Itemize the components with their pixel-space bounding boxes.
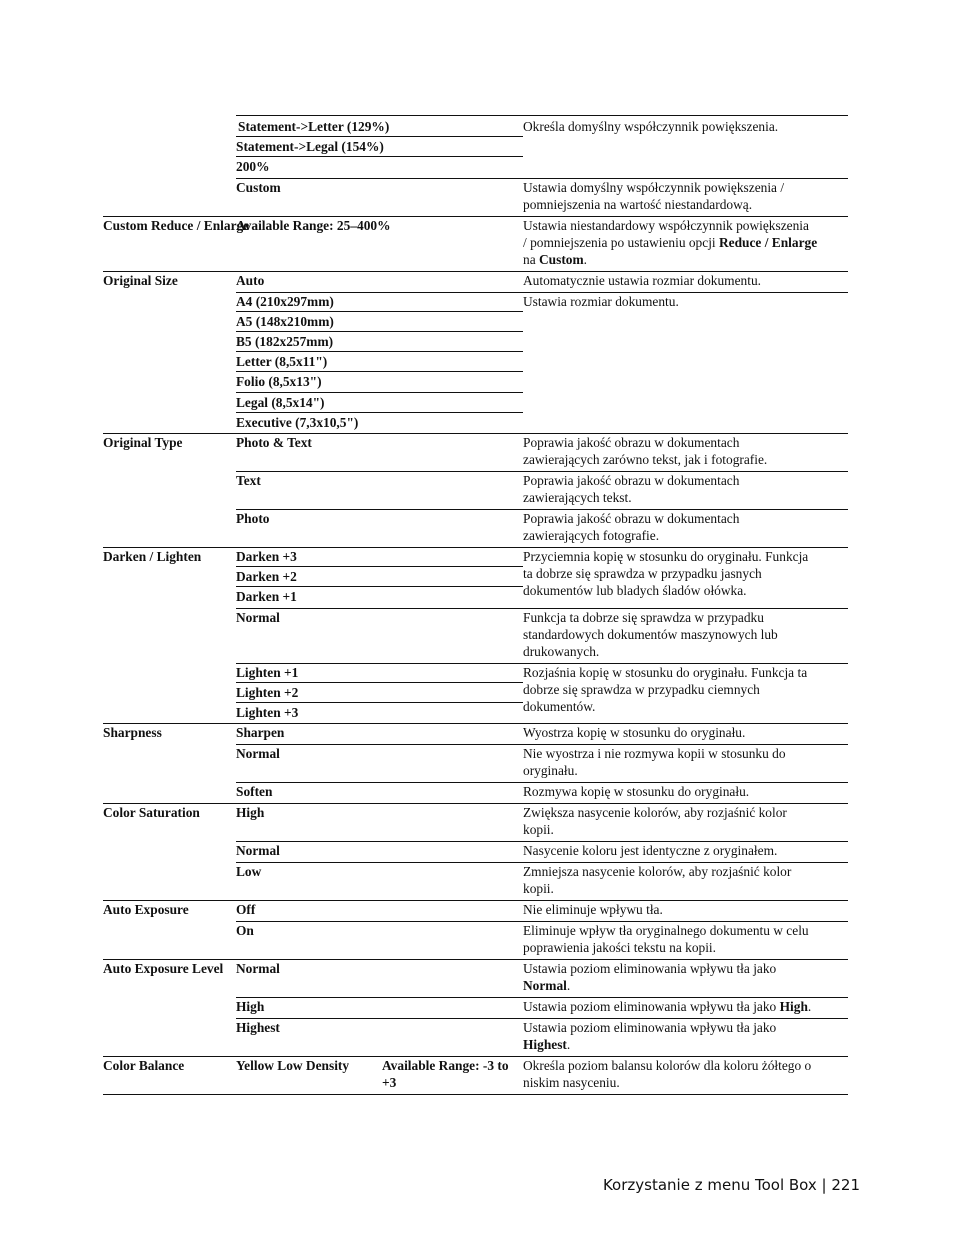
section-label: Darken / Lighten <box>103 549 202 564</box>
description-line: Rozmywa kopię w stosunku do oryginału. <box>523 784 750 799</box>
option-value: Text <box>236 473 261 488</box>
option-value: A5 (148x210mm) <box>236 314 334 329</box>
footer-separator: | <box>816 1176 832 1194</box>
description-line: kopii. <box>523 881 554 896</box>
option-value: B5 (182x257mm) <box>236 334 334 349</box>
option-divider <box>236 586 523 587</box>
option-divider <box>236 702 523 703</box>
description-line: niskim nasyceniu. <box>523 1075 620 1090</box>
description-line: Poprawia jakość obrazu w dokumentach <box>523 473 740 488</box>
option-value: Photo <box>236 511 270 526</box>
option-divider <box>236 566 523 567</box>
section-label: Sharpness <box>103 725 162 740</box>
option-value: Highest <box>236 1020 280 1035</box>
description-line: Automatycznie ustawia rozmiar dokumentu. <box>523 273 761 288</box>
description-line: oryginału. <box>523 763 578 778</box>
option-value: A4 (210x297mm) <box>236 294 334 309</box>
option-value: High <box>236 999 265 1014</box>
option-value: 200% <box>236 159 270 174</box>
section-label: Color Saturation <box>103 805 200 820</box>
description-line: Normal. <box>523 978 571 993</box>
description-line: Ustawia niestandardowy współczynnik powiększenia <box>523 218 809 233</box>
description-line: Ustawia domyślny współczynnik powiększenia / <box>523 180 785 195</box>
option-divider <box>236 311 523 312</box>
option-value: Auto <box>236 273 265 288</box>
page-footer <box>560 1176 860 1194</box>
option-divider <box>236 392 523 393</box>
option-value: Darken +2 <box>236 569 297 584</box>
description-line: Eliminuje wpływ tła oryginalnego dokumentu w celu <box>523 923 809 938</box>
option-value: Normal <box>236 843 280 858</box>
option-value: Normal <box>236 610 280 625</box>
option-value: Statement->Letter (129%) <box>238 119 390 134</box>
section-label: Color Balance <box>103 1058 185 1073</box>
description-line: Ustawia poziom eliminowania wpływu tła jako <box>523 1020 777 1035</box>
option-value: Lighten +1 <box>236 665 299 680</box>
description-line: Funkcja ta dobrze się sprawdza w przypadku <box>523 610 764 625</box>
description-line: drukowanych. <box>523 644 600 659</box>
description-line: pomniejszenia na wartość niestandardową. <box>523 197 753 212</box>
description-line: dobrze się sprawdza w przypadku ciemnych <box>523 682 760 697</box>
description-line: dokumentów. <box>523 699 596 714</box>
description-line: dokumentów lub bladych śladów ołówka. <box>523 583 747 598</box>
option-value: Custom <box>236 180 281 195</box>
section-label: Auto Exposure Level <box>103 961 224 976</box>
description-line: Ustawia poziom eliminowania wpływu tła jako <box>523 961 777 976</box>
option-divider <box>236 412 523 413</box>
description-line: Zmniejsza nasycenie kolorów, aby rozjaśnić kolor <box>523 864 792 879</box>
range-value: Available Range: -3 to +3 <box>382 1058 509 1090</box>
description-line: Highest. <box>523 1037 571 1052</box>
table-top-rule <box>236 115 848 116</box>
option-value: Darken +1 <box>236 589 297 604</box>
row-rule <box>103 1094 848 1095</box>
description-line: Poprawia jakość obrazu w dokumentach <box>523 435 740 450</box>
page-number: 221 <box>831 1176 860 1194</box>
description-line: ta dobrze się sprawdza w przypadku jasnych <box>523 566 762 581</box>
option-value: Letter (8,5x11") <box>236 354 328 369</box>
option-value: Yellow Low Density <box>236 1058 350 1073</box>
option-value: Normal <box>236 746 280 761</box>
option-divider <box>236 371 523 372</box>
option-value: Photo & Text <box>236 435 312 450</box>
option-value: Statement->Legal (154%) <box>236 139 384 154</box>
section-label: Auto Exposure <box>103 902 189 917</box>
description-line: Rozjaśnia kopię w stosunku do oryginału. Funkcja ta <box>523 665 808 680</box>
footer-title: Korzystanie z menu Tool Box <box>602 1176 817 1194</box>
description-line: zawierających tekst. <box>523 490 632 505</box>
description-line: zawierających zarówno tekst, jak i fotografie. <box>523 452 768 467</box>
description-line: Wyostrza kopię w stosunku do oryginału. <box>523 725 746 740</box>
option-divider <box>236 331 523 332</box>
option-value: Lighten +2 <box>236 685 299 700</box>
option-divider <box>236 136 523 137</box>
description-line: kopii. <box>523 822 554 837</box>
description-line: Poprawia jakość obrazu w dokumentach <box>523 511 740 526</box>
option-divider <box>236 156 523 157</box>
option-value: High <box>236 805 265 820</box>
description-line: Określa domyślny współczynnik powiększenia. <box>523 119 779 134</box>
description-line: / pomniejszenia po ustawieniu opcji Reduce / Enlarge <box>523 235 818 250</box>
description-line: Ustawia poziom eliminowania wpływu tła jako High. <box>523 999 812 1014</box>
option-value: Folio (8,5x13") <box>236 374 322 389</box>
description-line: poprawienia jakości tekstu na kopii. <box>523 940 717 955</box>
description-line: Określa poziom balansu kolorów dla koloru żółtego o <box>523 1058 812 1073</box>
option-value: Off <box>236 902 256 917</box>
option-value: Sharpen <box>236 725 285 740</box>
option-value: Soften <box>236 784 273 799</box>
section-label: Original Size <box>103 273 178 288</box>
option-value: Executive (7,3x10,5") <box>236 415 359 430</box>
description-line: Nie wyostrza i nie rozmywa kopii w stosunku do <box>523 746 786 761</box>
option-divider <box>236 682 523 683</box>
option-value: Low <box>236 864 262 879</box>
option-value: Normal <box>236 961 280 976</box>
description-line: standardowych dokumentów maszynowych lub <box>523 627 778 642</box>
option-value: Lighten +3 <box>236 705 299 720</box>
section-label: Custom Reduce / Enlarge <box>103 218 250 233</box>
option-value: Darken +3 <box>236 549 297 564</box>
option-value: On <box>236 923 254 938</box>
description-line: Zwiększa nasycenie kolorów, aby rozjaśnić kolor <box>523 805 787 820</box>
option-value: Available Range: 25–400% <box>236 218 391 233</box>
description-line: Ustawia rozmiar dokumentu. <box>523 294 679 309</box>
option-value: Legal (8,5x14") <box>236 395 325 410</box>
description-line: zawierających fotografie. <box>523 528 660 543</box>
row-rule <box>103 900 848 901</box>
description-line: na Custom. <box>523 252 587 267</box>
description-line: Nasycenie koloru jest identyczne z oryginałem. <box>523 843 778 858</box>
description-line: Nie eliminuje wpływu tła. <box>523 902 663 917</box>
description-line: Przyciemnia kopię w stosunku do oryginału. Funkcja <box>523 549 809 564</box>
option-divider <box>236 351 523 352</box>
section-label: Original Type <box>103 435 183 450</box>
